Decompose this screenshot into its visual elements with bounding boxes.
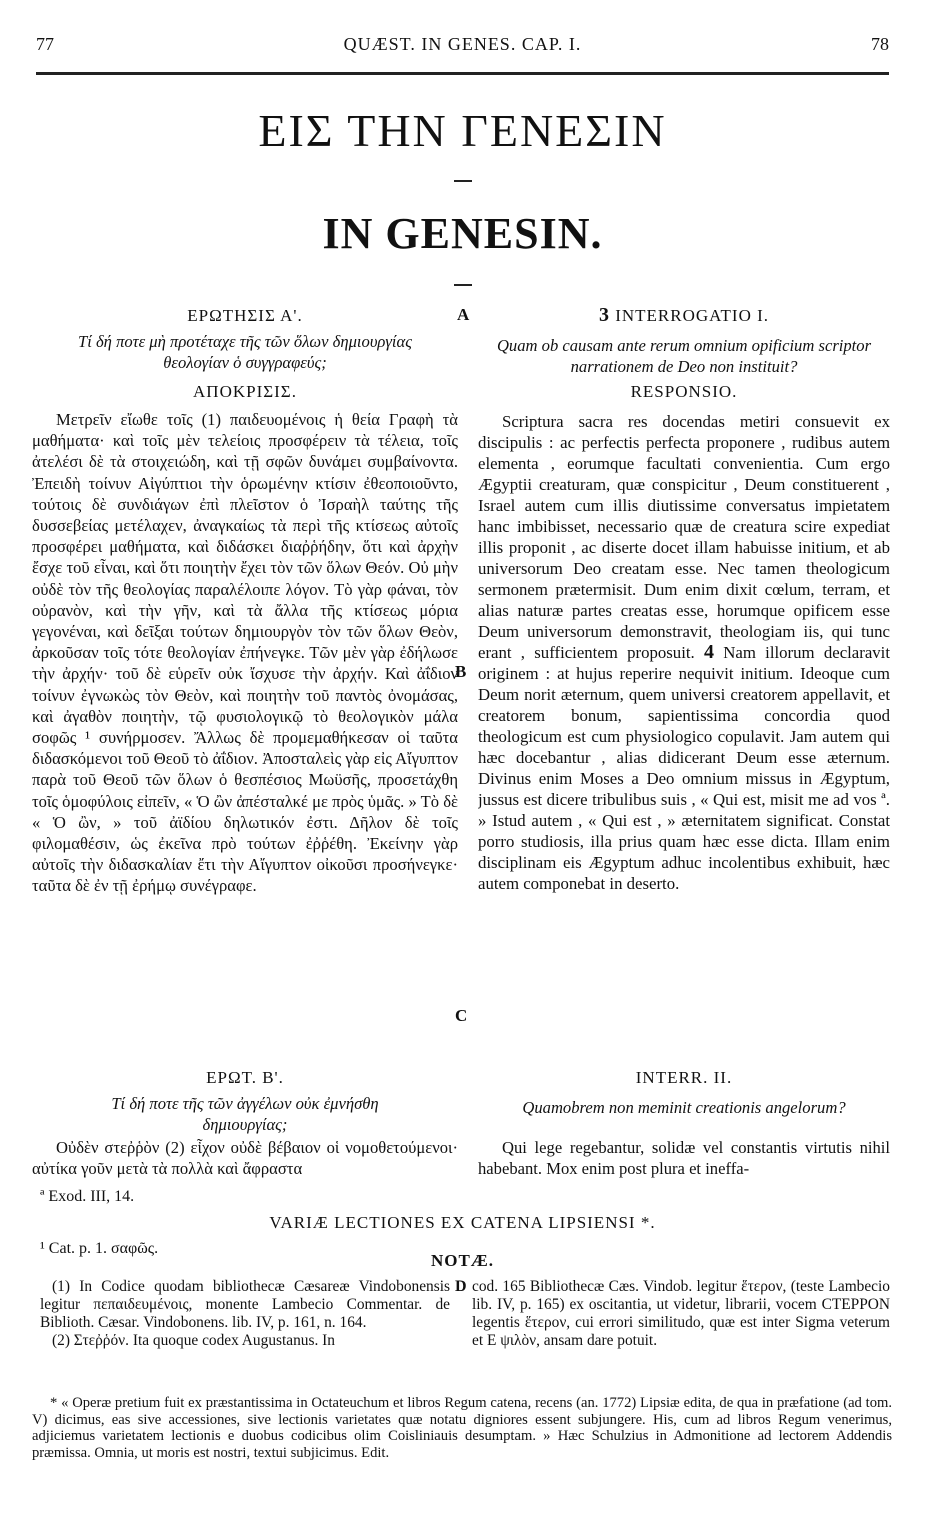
note-right: cod. 165 Bibliothecæ Cæs. Vindob. legitur ἕτερον, (teste Lambecio lib. IV, p. 165) ex oscitantia, ut videtur, librarii, vocem CTEPPON legentis ἕτερον, cui errori similitudo, quæ est inter Sigma veterum et E ψιλὸν, ansam dare potuit. [472, 1278, 890, 1349]
latin-question-2-answer: Qui lege regebantur, solidæ vel constantis virtutis nihil habebant. Mox enim post plura et ineffa- [478, 1138, 890, 1179]
note-2: (2) Στεῤῥόν. Ita quoque codex Augustanus. In [52, 1332, 336, 1349]
greek-question-2-text: Τί δή ποτε τῆς τῶν ἀγγέλων οὐκ ἐμνήσθη δημιουργίας; [111, 1094, 379, 1135]
scripture-footnote: ª Exod. III, 14. [40, 1188, 135, 1205]
title-dash [454, 284, 472, 286]
greek-answer-heading: ΑΠΟΚΡΙΣΙΣ. [193, 382, 297, 401]
latin-answer-part-2: Nam illorum declaravit originem : at hujus reperire nequivit initium. Ideoque cum Deum norit æternum, quem universi creatorem appellavit, et creatorem bonum, sapientissima concordia quod theologicum est cum physiologico copulavit. Jam autem qui hæc docebantur , alias didicerant Deum esse æternum. Divinus enim Moses a Deo omnium missus in Ægyptum, jussus est dicere tribulibus suis , « Qui est, misit me ad vos ª. » Istud autem , « Qui est , » æternitatem significat. Constat porro studiosis, illa prius quam hæc esse dicta. Illam enim disciplinam eis Ægyptum adhuc incolentibus exhibuit, hæc autem componebat in deserto. [478, 643, 890, 893]
greek-question-text: Τί δή ποτε μὴ προτέταχε τῆς τῶν ὅλων δημιουργίας θεολογίαν ὁ συγγραφεύς; [77, 332, 412, 373]
margin-letter: B [455, 662, 467, 681]
latin-title: IN GENESIN. [322, 209, 603, 258]
section-number: 3 [598, 304, 610, 326]
title-dash [454, 180, 472, 182]
margin-letter: A [457, 305, 470, 324]
section-number: 4 [704, 641, 714, 663]
greek-title: ΕΙΣ ΤΗΝ ΓΕΝΕΣΙΝ [258, 105, 667, 156]
editorial-footnote: * « Operæ pretium fuit ex præstantissima in Octateuchum et libros Regum catena, recens (an. 1772) Lipsiæ edita, de qua in præfatione (ad tom. V) dicimus, eas sive accessiones, sive lectionis varietates quæ notatu digniores essent subjungere. His, cum ad libros Regum venerimus, adjiciemus varietatem lectionis e duobus codicibus olim Coisliniauis desumptam. » Hæc Schulzius in Admonitione ad lectorem Addendis præmissa. Omnia, ut moris est nostri, textui subjicimus. Edit. [32, 1395, 892, 1461]
margin-letter: C [455, 1006, 468, 1025]
latin-question-text: Quam ob causam ante rerum omnium opificium scriptor narrationem de Deo non instituit? [496, 336, 872, 377]
header-rule [36, 72, 889, 75]
latin-question-2-text: Quamobrem non meminit creationis angelorum? [522, 1098, 846, 1117]
page-number-left: 77 [36, 34, 54, 54]
variae-lectiones-heading: VARIÆ LECTIONES EX CATENA LIPSIENSI *. [269, 1213, 656, 1232]
greek-question-2-heading: ΕΡΩΤ. Β'. [206, 1068, 284, 1087]
running-header [36, 34, 889, 60]
page-number-right: 78 [871, 34, 889, 54]
latin-question-2-heading: INTERR. II. [635, 1068, 733, 1087]
margin-letter: D [455, 1278, 467, 1295]
notae-heading: NOTÆ. [430, 1251, 495, 1270]
greek-answer-text: Μετρεῖν εἴωθε τοῖς (1) παιδευομένοις ἡ θεία Γραφὴ τὰ μαθήματα· καὶ τοῖς μὲν τελείοις προσφέρειν τὰ τέλεια, τοῖς ἀτελέσι δὲ τὰ στοιχειώδη, καὶ τῇ σφῶν δυνάμει συμβαίνοντα. Ἐπειδὴ τοίνυν Αἰγύπτιοι τὴν ὁρωμένην κτίσιν ἐθεοποιοῦντο, τούτοις δὲ συνδιάγων ἐπὶ πλεῖστον ὁ Ἰσραὴλ ταύτης τῆς δυσσεβείας μετέλαχεν, ἀναγκαίως τὰ περὶ τῆς κτίσεως αὐτοῖς προσφέρει μαθήματα, καὶ διδάσκει διαῤῥήδην, ὅτι καὶ ἀρχὴν ἔσχε τοῦ εἶναι, καὶ ὅτι ποιητὴν ἔχει τὸν τῶν ὅλων Θεόν. Οὐ μὴν οὐδὲ τὸν τῆς θεολογίας παραλέλοιπε λόγον. Τὸ γὰρ φάναι, τὸν οὐρανὸν, καὶ τὴν γῆν, καὶ τὰ ἄλλα τῆς κτίσεως μόρια γεγονέναι, καὶ δεῖξαι τούτων δημιουργὸν τὸν τῶν ὅλων Θεὸν, ἀρκοῦσαν τοῖς τότε θεολογίαν ἐπήνεγκε. Τῶν μὲν γὰρ ἐδήλωσε τὴν ἀρχήν· τοῦ δὲ εὑρεῖν οὐκ ἴσχυσε τὴν ἀρχήν. Καὶ ἀΐδιον τοίνυν ἐγνωκὼς τὸν Θεὸν, καὶ ποιητὴν τοῦ παντὸς ὀνομάσας, καὶ ἀγαθὸν ποιητὴν, τῷ φυσιολογικῷ τὸ θεολογικὸν μάλα σοφῶς ¹ συνήρμοσεν. Ἄλλως δὲ προμεμαθήκεσαν οἱ ταῦτα διδασκόμενοι τοῦ Θεοῦ τὸ ἀΐδιον. Ἀποσταλεὶς γὰρ εἰς Αἴγυπτον παρὰ τοῦ Θεοῦ τῶν ὅλων ὁ θεσπέσιος Μωϋσῆς, προσετάχθη τοῖς ὁμοφύλοις εἰπεῖν, « Ὁ ὢν ἀπέσταλκέ με πρὸς ὑμᾶς. » Τὸ δὲ « Ὁ ὢν, » τοῦ ἀϊδίου δηλωτικόν ἐστι. Δῆλον δὲ τοῖς φιλομαθέσιν, ὡς ἐκεῖνα πρὸ τούτων ἐῤῥέθη. Ἐκείνην γὰρ αὐτοῖς τὴν διδασκαλίαν ἔτι τὴν Αἴγυπτον οἰκοῦσι προσήνεγκε· ταῦτα δὲ ἐν τῇ ἐρήμῳ συνέγραφε. [32, 410, 458, 896]
running-title: QUÆST. IN GENES. CAP. I. [343, 34, 582, 54]
greek-question-2-answer: Οὐδὲν στεῤῥὸν (2) εἶχον οὐδὲ βέβαιον οἱ νομοθετούμενοι· αὐτίκα γοῦν μετὰ τὰ πολλὰ καὶ ἄφραστα [32, 1138, 458, 1179]
latin-answer-heading: RESPONSIO. [630, 382, 738, 401]
note-1: (1) In Codice quodam bibliothecæ Cæsareæ Vindobonensis legitur πεπαιδευμένοις, monente Lambecio Commentar. de Biblioth. Cæsar. Vindobonens. lib. IV, p. 161, n. 164. [40, 1278, 450, 1331]
latin-question-heading [478, 305, 890, 326]
latin-answer-text [478, 411, 890, 1045]
note-left [40, 1278, 450, 1350]
latin-answer-part-1: Scriptura sacra res docendas metiri consuevit ex discipulis : ac perfectis perfecta proponere , rudibus autem elementa , eorumque facultati convenientia. Cum ergo Ægyptii creaturam, quæ conspicitur , Deum constituerent , Israel autem cum illis diutissime conversatus impietatem hanc imbibisset, necessario quæ de creatura scire expediat illis proponit , ac diserte docet illam habuisse initium, et ab universorum Deo creatam esse. Nec tamen theologicum sermonem prætermisit. Dum enim dixit cœlum, terram, et alias naturæ partes creatas esse, horumque opificem esse Deum universorum demonstravit, theologiam iis, qui tunc erant , sufficientem proposuit. [478, 412, 890, 662]
greek-question-heading: ΕΡΩΤΗΣΙΣ Α'. [187, 306, 303, 325]
variae-lectiones-item: ¹ Cat. p. 1. σαφῶς. [40, 1240, 159, 1257]
latin-question-heading-text: INTERROGATIO I. [615, 306, 770, 325]
